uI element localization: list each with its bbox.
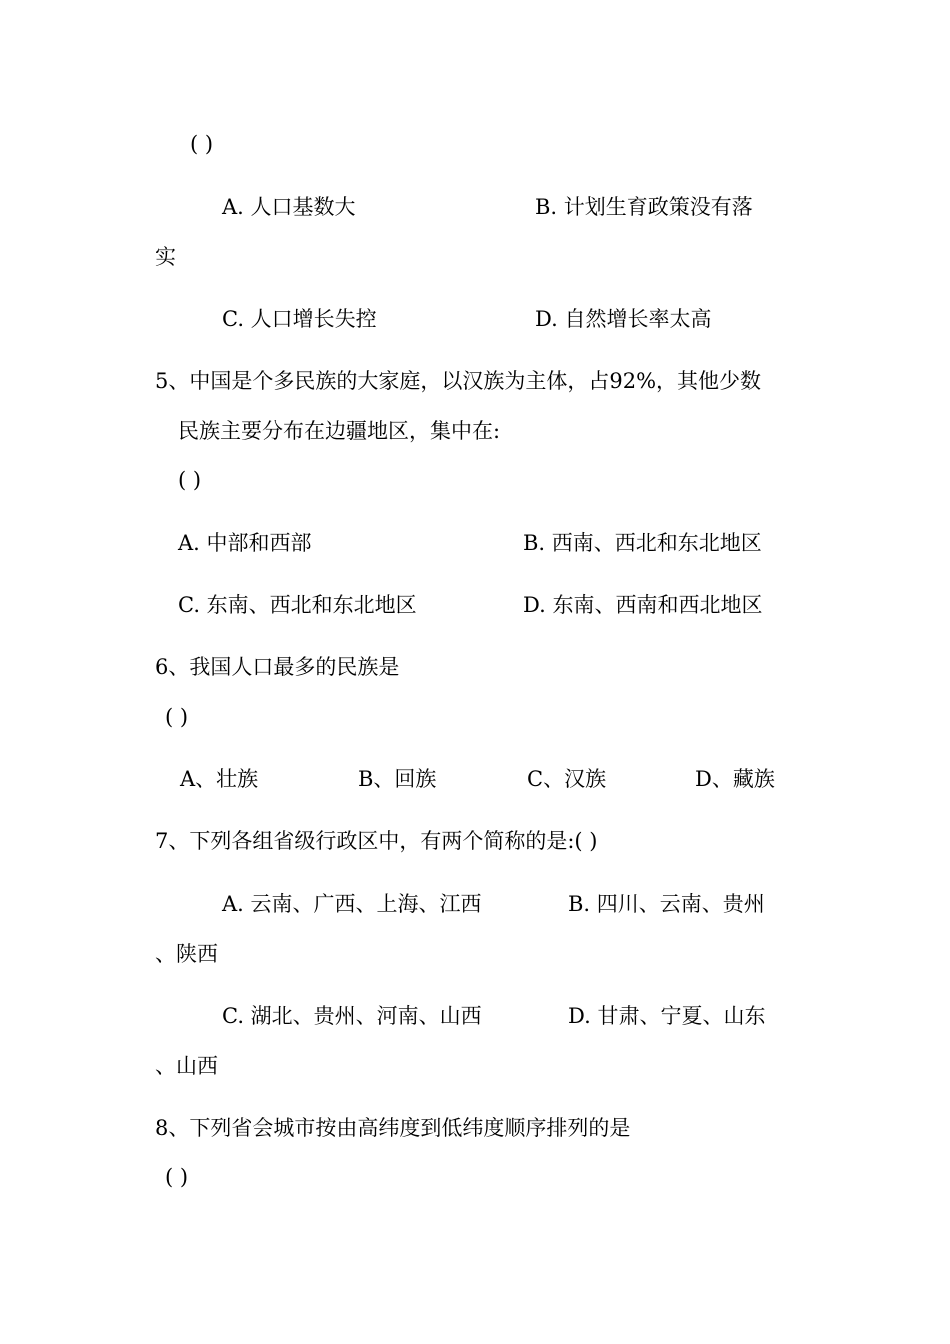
q7-option-d-continued: 、山西 <box>155 1054 218 1078</box>
q7-question: 7、下列各组省级行政区中，有两个简称的是:( ) <box>155 829 598 853</box>
q7-option-c: C. 湖北、贵州、河南、山西 <box>222 1004 482 1028</box>
q7-option-d: D. 甘肃、宁夏、山东 <box>568 1004 766 1028</box>
q6-option-a: A、壮族 <box>180 767 259 791</box>
q5-option-a: A. 中部和西部 <box>178 531 312 555</box>
q8-answer-paren: ( ) <box>165 1165 189 1189</box>
q7-option-b-continued: 、陕西 <box>155 942 218 966</box>
q4-option-d: D. 自然增长率太高 <box>535 307 712 331</box>
q6-option-c: C、汉族 <box>527 767 607 791</box>
q4-option-c: C. 人口增长失控 <box>222 307 377 331</box>
q6-option-d: D、藏族 <box>695 767 775 791</box>
q5-option-c: C. 东南、西北和东北地区 <box>178 593 417 617</box>
q6-option-b: B、回族 <box>358 767 437 791</box>
q7-option-b: B. 四川、云南、贵州 <box>568 892 765 916</box>
q4-answer-paren: ( ) <box>190 132 214 156</box>
q4-option-a: A. 人口基数大 <box>222 195 356 219</box>
q5-question-line-1: 5、中国是个多民族的大家庭，以汉族为主体，占92%，其他少数 <box>155 369 762 393</box>
q5-option-d: D. 东南、西南和西北地区 <box>523 593 763 617</box>
q5-option-b: B. 西南、西北和东北地区 <box>523 531 762 555</box>
q4-option-b-continued: 实 <box>155 245 176 269</box>
q5-answer-paren: ( ) <box>178 468 202 492</box>
q6-question: 6、我国人口最多的民族是 <box>155 655 400 679</box>
q5-question-line-2: 民族主要分布在边疆地区，集中在: <box>178 419 501 443</box>
q7-option-a: A. 云南、广西、上海、江西 <box>222 892 482 916</box>
q6-answer-paren: ( ) <box>165 705 189 729</box>
q8-question: 8、下列省会城市按由高纬度到低纬度顺序排列的是 <box>155 1116 631 1140</box>
q4-option-b: B. 计划生育政策没有落 <box>535 195 753 219</box>
